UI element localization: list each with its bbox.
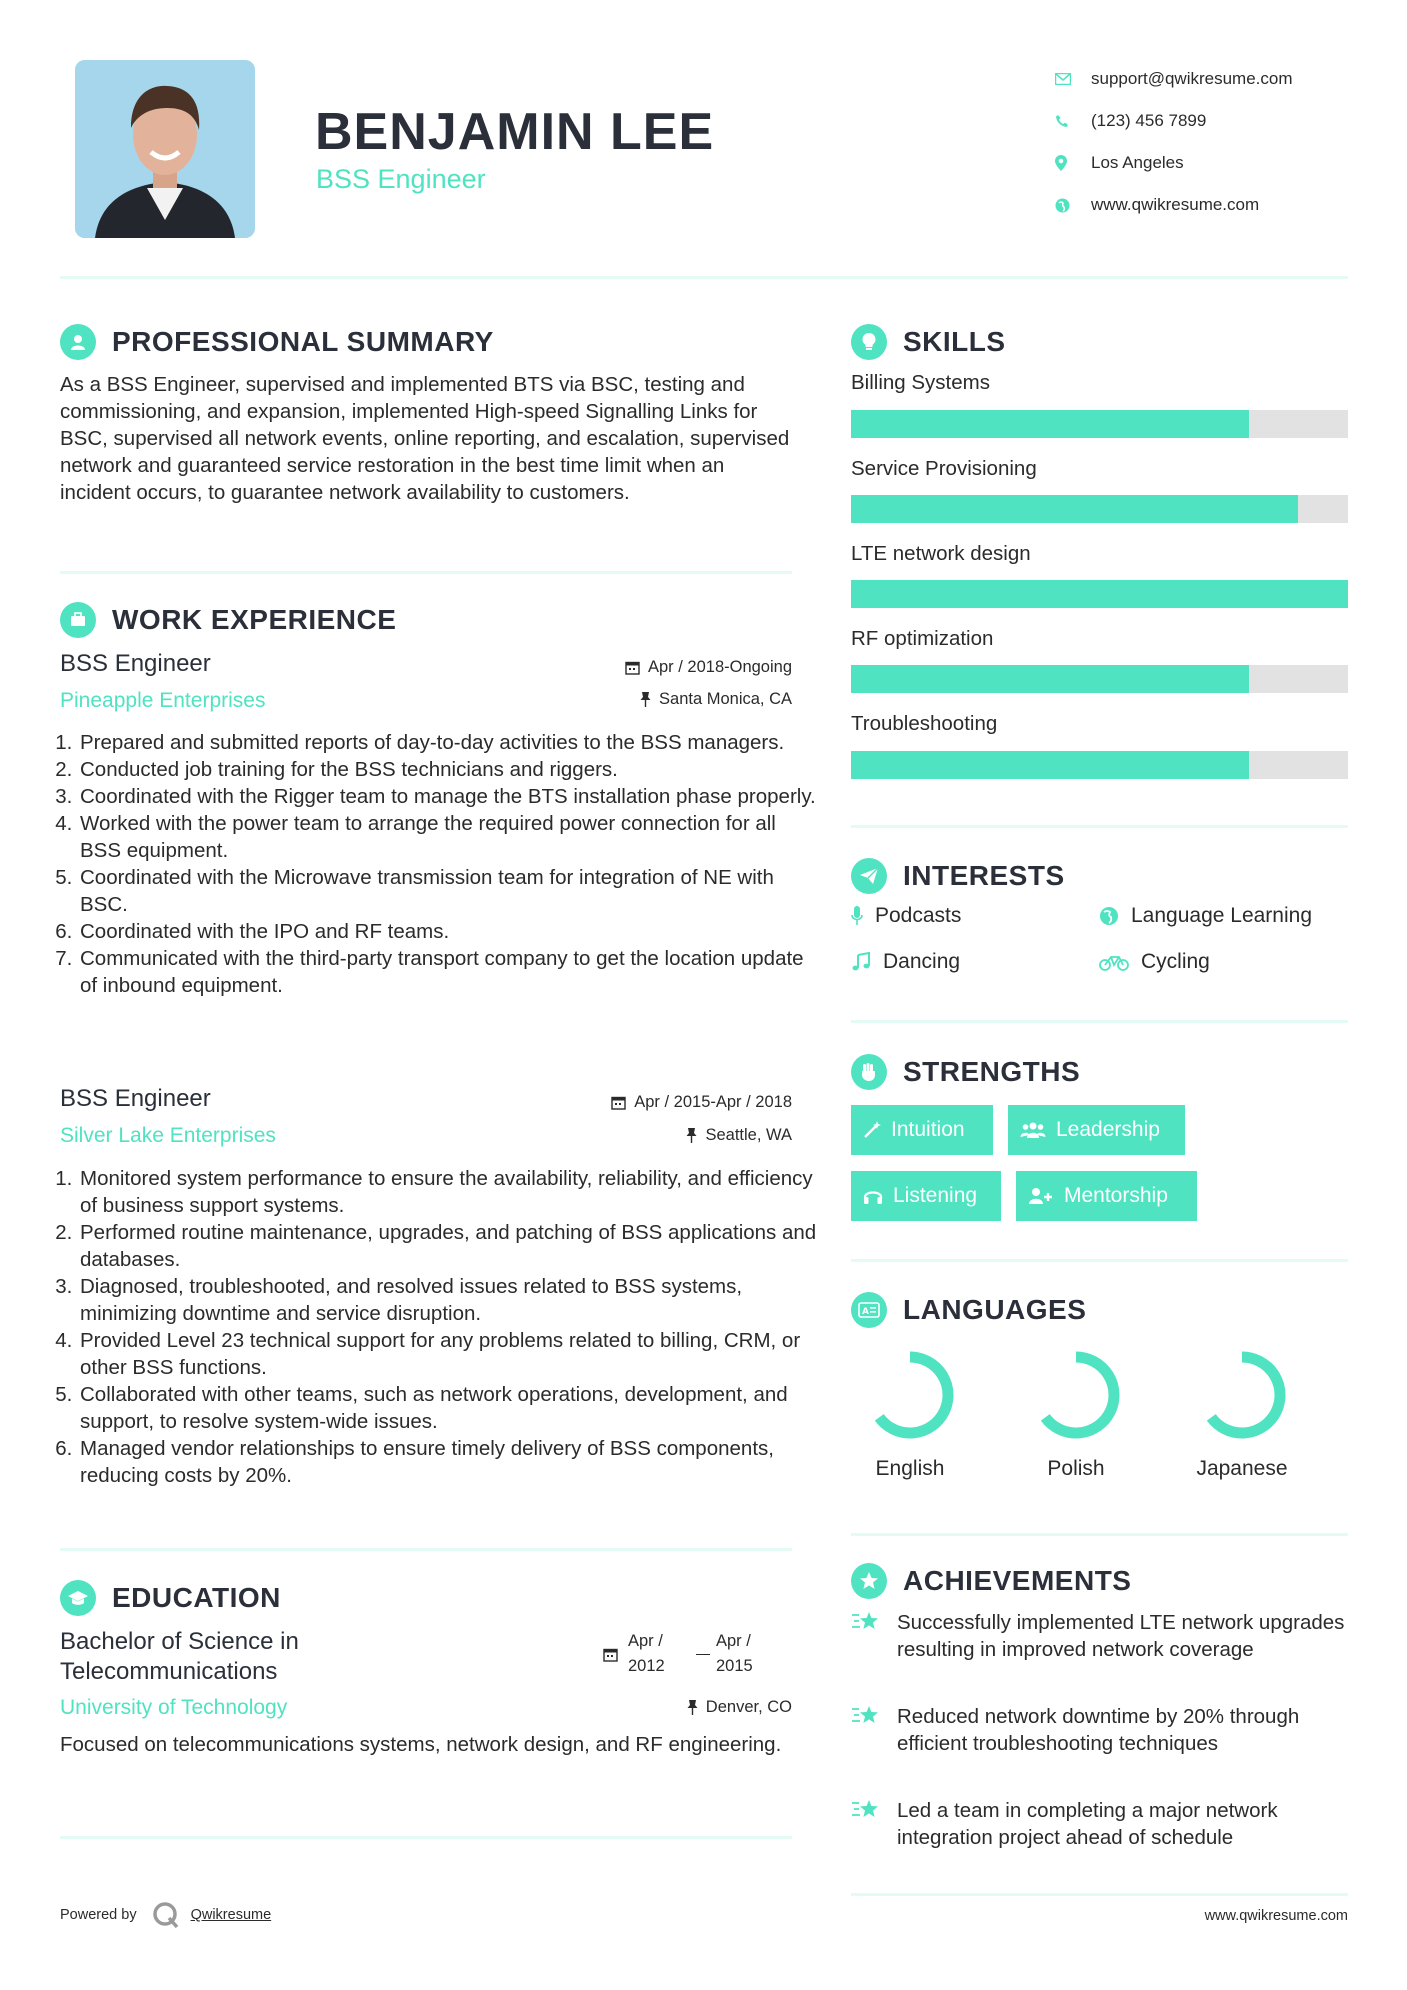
language-ring — [1026, 1345, 1126, 1445]
contact-location-text: Los Angeles — [1091, 153, 1184, 172]
achievement-text: Reduced network downtime by 20% through efficient troubleshooting techniques — [897, 1705, 1300, 1755]
skill-bar-fill — [851, 665, 1249, 693]
shooting-star-icon — [851, 1703, 881, 1729]
job-2-duties — [58, 1165, 818, 1489]
interest-label: Dancing — [883, 950, 961, 973]
skill-label: Troubleshooting — [851, 712, 998, 735]
job-2-location-text: Seattle, WA — [705, 1126, 792, 1144]
star-badge-icon — [851, 1563, 887, 1599]
languages-title: LANGUAGES — [903, 1294, 1087, 1325]
language-ring-arc — [1211, 1357, 1280, 1433]
achievement-1 — [851, 1609, 1348, 1663]
skill-bar-fill — [851, 751, 1249, 779]
education-text: Focused on telecommunications systems, network design, and RF engineering. — [60, 1733, 782, 1756]
strength-leadership — [1008, 1105, 1185, 1155]
svg-text:A: A — [862, 1307, 869, 1317]
contact-phone[interactable] — [1055, 100, 1385, 142]
language-label: English — [875, 1457, 945, 1480]
education-title: EDUCATION — [112, 1582, 281, 1613]
job-1-company: Pineapple Enterprises — [60, 689, 266, 712]
contact-phone-text: (123) 456 7899 — [1091, 111, 1207, 130]
contact-list — [1055, 58, 1385, 226]
interests-heading — [851, 858, 1065, 894]
list-item: 3. Diagnosed, troubleshooted, and resolved issues related to BSS systems, minimizing downtime and service disruption. — [78, 1273, 818, 1327]
education-degree — [60, 1627, 299, 1687]
skill-bar — [851, 665, 1348, 693]
interest-label: Podcasts — [875, 904, 962, 927]
skills-heading — [851, 324, 1006, 360]
shooting-star-icon — [851, 1797, 881, 1823]
skill-bar — [851, 410, 1348, 438]
summary-text: As a BSS Engineer, supervised and implemented BTS via BSC, testing and commissioning, and expansion, implemented High-speed Signalling Links for BSC, supervised all network events, online reporting, and escalation, supervised network and guaranteed service restoration in the best time limit when an incident occurs, to guarantee network availability to customers. — [60, 373, 790, 504]
job-1-location-text: Santa Monica, CA — [659, 690, 792, 708]
languages-heading — [851, 1292, 1086, 1328]
user-icon — [60, 324, 96, 360]
experience-divider — [60, 1548, 792, 1551]
contact-location — [1055, 142, 1385, 184]
bicycle-icon — [1099, 953, 1129, 971]
header-divider — [60, 276, 1348, 279]
skill-bar — [851, 751, 1348, 779]
contact-email-text: support@qwikresume.com — [1091, 69, 1293, 88]
skill-label: Billing Systems — [851, 371, 990, 394]
contact-website[interactable] — [1055, 184, 1385, 226]
pushpin-icon — [687, 1700, 698, 1715]
education-degree-line2: Telecommunications — [60, 1658, 278, 1685]
skill-bar — [851, 580, 1348, 608]
job-1-location — [520, 690, 792, 709]
list-item: 3. Coordinated with the Rigger team to manage the BTS installation phase properly. — [78, 783, 818, 810]
interest-dancing — [851, 950, 960, 974]
summary-title: PROFESSIONAL SUMMARY — [112, 326, 494, 357]
strength-label: Leadership — [1056, 1118, 1160, 1141]
headphones-icon — [863, 1187, 883, 1205]
briefcase-icon — [60, 602, 96, 638]
education-dates — [603, 1629, 753, 1679]
footer-website-link[interactable]: www.qwikresume.com — [1204, 1908, 1348, 1924]
music-note-icon — [851, 952, 871, 972]
phone-icon — [1055, 114, 1091, 128]
experience-title: WORK EXPERIENCE — [112, 604, 397, 635]
list-item: 6. Managed vendor relationships to ensure timely delivery of BSS components, reducing costs by 20%. — [78, 1435, 818, 1489]
job-2-company: Silver Lake Enterprises — [60, 1124, 276, 1147]
pushpin-icon — [686, 1128, 697, 1143]
skill-bar — [851, 495, 1348, 523]
paper-plane-icon — [851, 858, 887, 894]
job-2-dates-text: Apr / 2015-Apr / 2018 — [634, 1093, 792, 1111]
education-start-month: Apr / — [628, 1632, 663, 1650]
list-item: 4. Worked with the power team to arrange the required power connection for all BSS equipment. — [78, 810, 818, 864]
job-1-title: BSS Engineer — [60, 650, 211, 677]
language-polish — [1016, 1345, 1136, 1481]
calendar-icon — [603, 1647, 618, 1662]
language-label: Polish — [1047, 1457, 1105, 1480]
education-heading — [60, 1580, 281, 1616]
footer-powered-by — [60, 1900, 271, 1930]
language-label: Japanese — [1196, 1457, 1288, 1480]
education-school: University of Technology — [60, 1696, 288, 1719]
strength-label: Listening — [893, 1184, 978, 1207]
job-2-title: BSS Engineer — [60, 1085, 211, 1112]
strength-listening — [851, 1171, 1001, 1221]
globe-icon — [1099, 906, 1119, 926]
languages-divider — [851, 1533, 1348, 1536]
list-item: 2. Conducted job training for the BSS technicians and riggers. — [78, 756, 818, 783]
education-location-text: Denver, CO — [705, 1698, 792, 1716]
interests-title: INTERESTS — [903, 860, 1065, 891]
achievements-heading — [851, 1563, 1131, 1599]
email-icon — [1055, 73, 1091, 85]
lightbulb-icon — [851, 324, 887, 360]
globe-icon — [1055, 198, 1091, 213]
skill-label: LTE network design — [851, 542, 1031, 565]
achievement-text: Successfully implemented LTE network upgrades resulting in improved network coverage — [897, 1611, 1345, 1661]
achievement-text: Led a team in completing a major network integration project ahead of schedule — [897, 1799, 1278, 1849]
interests-divider — [851, 1020, 1348, 1023]
graduation-cap-icon — [60, 1580, 96, 1616]
strength-label: Mentorship — [1064, 1184, 1168, 1207]
language-ring-arc — [1045, 1357, 1114, 1433]
list-item: 4. Provided Level 23 technical support for any problems related to billing, CRM, or other BSS functions. — [78, 1327, 818, 1381]
shooting-star-icon — [851, 1609, 881, 1635]
job-1-duties — [58, 729, 818, 999]
summary-heading — [60, 324, 494, 360]
candidate-role: BSS Engineer — [316, 164, 486, 194]
calendar-icon — [625, 660, 640, 675]
qwikresume-logo-icon — [151, 1900, 181, 1930]
list-item: 7. Communicated with the third-party transport company to get the location update of inbound equipment. — [78, 945, 818, 999]
list-item: 6. Coordinated with the IPO and RF teams. — [78, 918, 818, 945]
skill-label: RF optimization — [851, 627, 994, 650]
qwikresume-link[interactable]: Qwikresume — [190, 1907, 272, 1923]
education-end-year: 2015 — [716, 1657, 753, 1675]
strength-intuition — [851, 1105, 993, 1155]
profile-photo — [75, 60, 255, 238]
contact-email[interactable] — [1055, 58, 1385, 100]
pushpin-icon — [640, 692, 651, 707]
magic-wand-icon — [863, 1121, 881, 1139]
achievements-title: ACHIEVEMENTS — [903, 1565, 1132, 1596]
education-degree-line1: Bachelor of Science in — [60, 1628, 299, 1655]
job-1-dates — [520, 658, 792, 677]
skill-bar-fill — [851, 580, 1348, 608]
calendar-icon — [611, 1095, 626, 1110]
strengths-title: STRENGTHS — [903, 1056, 1081, 1087]
job-2-location — [520, 1126, 792, 1145]
language-english — [850, 1345, 970, 1481]
list-item: 2. Performed routine maintenance, upgrades, and patching of BSS applications and databases. — [78, 1219, 818, 1273]
education-divider — [60, 1836, 792, 1839]
skill-bar-fill — [851, 410, 1249, 438]
language-ring-arc — [879, 1357, 948, 1433]
strength-mentorship — [1016, 1171, 1197, 1221]
achievement-3 — [851, 1797, 1348, 1851]
strengths-heading — [851, 1054, 1080, 1090]
powered-by-text: Powered by — [60, 1907, 137, 1923]
strengths-divider — [851, 1259, 1348, 1262]
fist-icon — [851, 1054, 887, 1090]
users-icon — [1020, 1121, 1046, 1139]
interest-language-learning — [1099, 904, 1312, 928]
skill-bar-fill — [851, 495, 1298, 523]
achievements-divider — [851, 1893, 1348, 1896]
list-item: 5. Collaborated with other teams, such as network operations, development, and support, to resolve system-wide issues. — [78, 1381, 818, 1435]
education-start-year: 2012 — [628, 1657, 665, 1675]
education-location — [520, 1698, 792, 1717]
skills-title: SKILLS — [903, 326, 1006, 357]
user-plus-icon — [1028, 1187, 1054, 1205]
interest-podcasts — [851, 904, 961, 928]
candidate-name: BENJAMIN LEE — [315, 103, 715, 161]
location-pin-icon — [1055, 155, 1091, 171]
achievement-2 — [851, 1703, 1348, 1757]
interest-label: Language Learning — [1131, 904, 1313, 927]
list-item: 1. Monitored system performance to ensure the availability, reliability, and efficiency of business support systems. — [78, 1165, 818, 1219]
contact-website-text: www.qwikresume.com — [1091, 195, 1260, 214]
footer-website — [1100, 1908, 1348, 1924]
interest-label: Cycling — [1141, 950, 1210, 973]
job-1-dates-text: Apr / 2018-Ongoing — [647, 658, 792, 676]
microphone-icon — [851, 906, 863, 926]
language-card-icon — [851, 1292, 887, 1328]
interest-cycling — [1099, 950, 1210, 974]
language-japanese — [1182, 1345, 1302, 1481]
language-ring — [1192, 1345, 1292, 1445]
skill-label: Service Provisioning — [851, 457, 1037, 480]
list-item: 1. Prepared and submitted reports of day-to-day activities to the BSS managers. — [78, 729, 818, 756]
education-end-month: Apr / — [716, 1632, 751, 1650]
strength-label: Intuition — [891, 1118, 965, 1141]
skills-divider — [851, 825, 1348, 828]
list-item: 5. Coordinated with the Microwave transmission team for integration of NE with BSC. — [78, 864, 818, 918]
experience-heading — [60, 602, 396, 638]
job-2-dates — [520, 1093, 792, 1112]
language-ring — [860, 1345, 960, 1445]
summary-divider — [60, 571, 792, 574]
